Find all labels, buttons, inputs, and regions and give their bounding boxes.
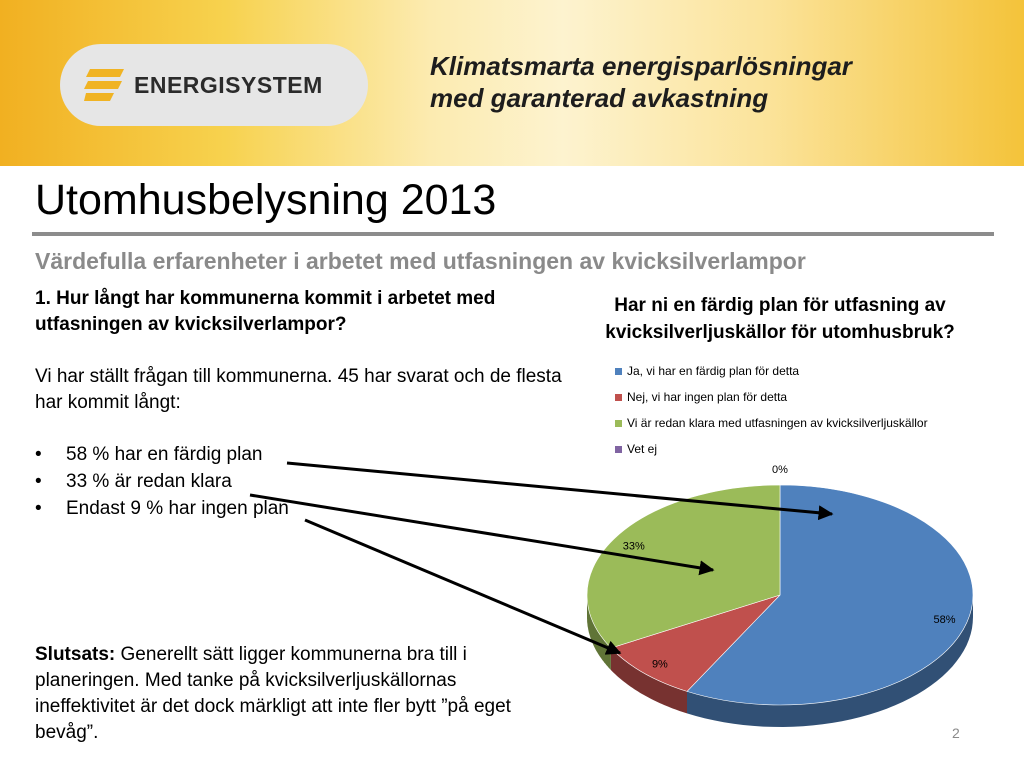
arrow-to-58 (287, 463, 832, 514)
question-text: 1. Hur långt har kommunerna kommit i arbetet med utfasningen av kvicksilverlampor? (35, 288, 496, 335)
arrow-to-33 (250, 495, 713, 570)
legend-label: Ja, vi har en färdig plan för detta (627, 364, 800, 378)
tagline-line-1: Klimatsmarta energisparlösningar (430, 51, 852, 81)
intro-text: Vi har ställt frågan till kommunerna. 45 har svarat och de flesta har kommit långt: (35, 366, 562, 413)
finding-text: 58 % har en färdig plan (66, 444, 263, 465)
legend-label: Vet ej (627, 442, 658, 456)
slide-title: Utomhusbelysning 2013 (35, 176, 497, 224)
data-label: 0% (772, 464, 788, 476)
data-label: 9% (651, 658, 668, 671)
data-label: 33% (622, 540, 645, 553)
conclusion-text: Generellt sätt ligger kommunerna bra till i planeringen. Med tanke på kvicksilverljuskällornas ineffektivitet är det dock märkligt att inte fler bytt ”på eget bevåg”. (35, 644, 511, 743)
page-number: 2 (952, 725, 960, 741)
finding-text: 33 % är redan klara (66, 471, 232, 492)
conclusion-label: Slutsats: (35, 644, 116, 665)
bullet-icon: • (35, 498, 42, 519)
bullet-icon: • (35, 444, 42, 465)
arrow-to-9 (305, 520, 620, 653)
legend-label: Vi är redan klara med utfasningen av kvicksilverljuskällor (627, 416, 928, 430)
finding-text: Endast 9 % har ingen plan (66, 498, 289, 519)
chart-title: Har ni en färdig plan för utfasning av kvicksilverljuskällor för utomhusbruk? (605, 295, 955, 343)
bullet-icon: • (35, 471, 42, 492)
tagline-line-2: med garanterad avkastning (430, 83, 769, 113)
legend-label: Nej, vi har ingen plan för detta (627, 390, 788, 404)
slide-subtitle: Värdefulla erfarenheter i arbetet med utfasningen av kvicksilverlampor (35, 248, 806, 274)
logo-text: ENERGISYSTEM (134, 72, 323, 98)
data-label: 58% (933, 614, 956, 627)
